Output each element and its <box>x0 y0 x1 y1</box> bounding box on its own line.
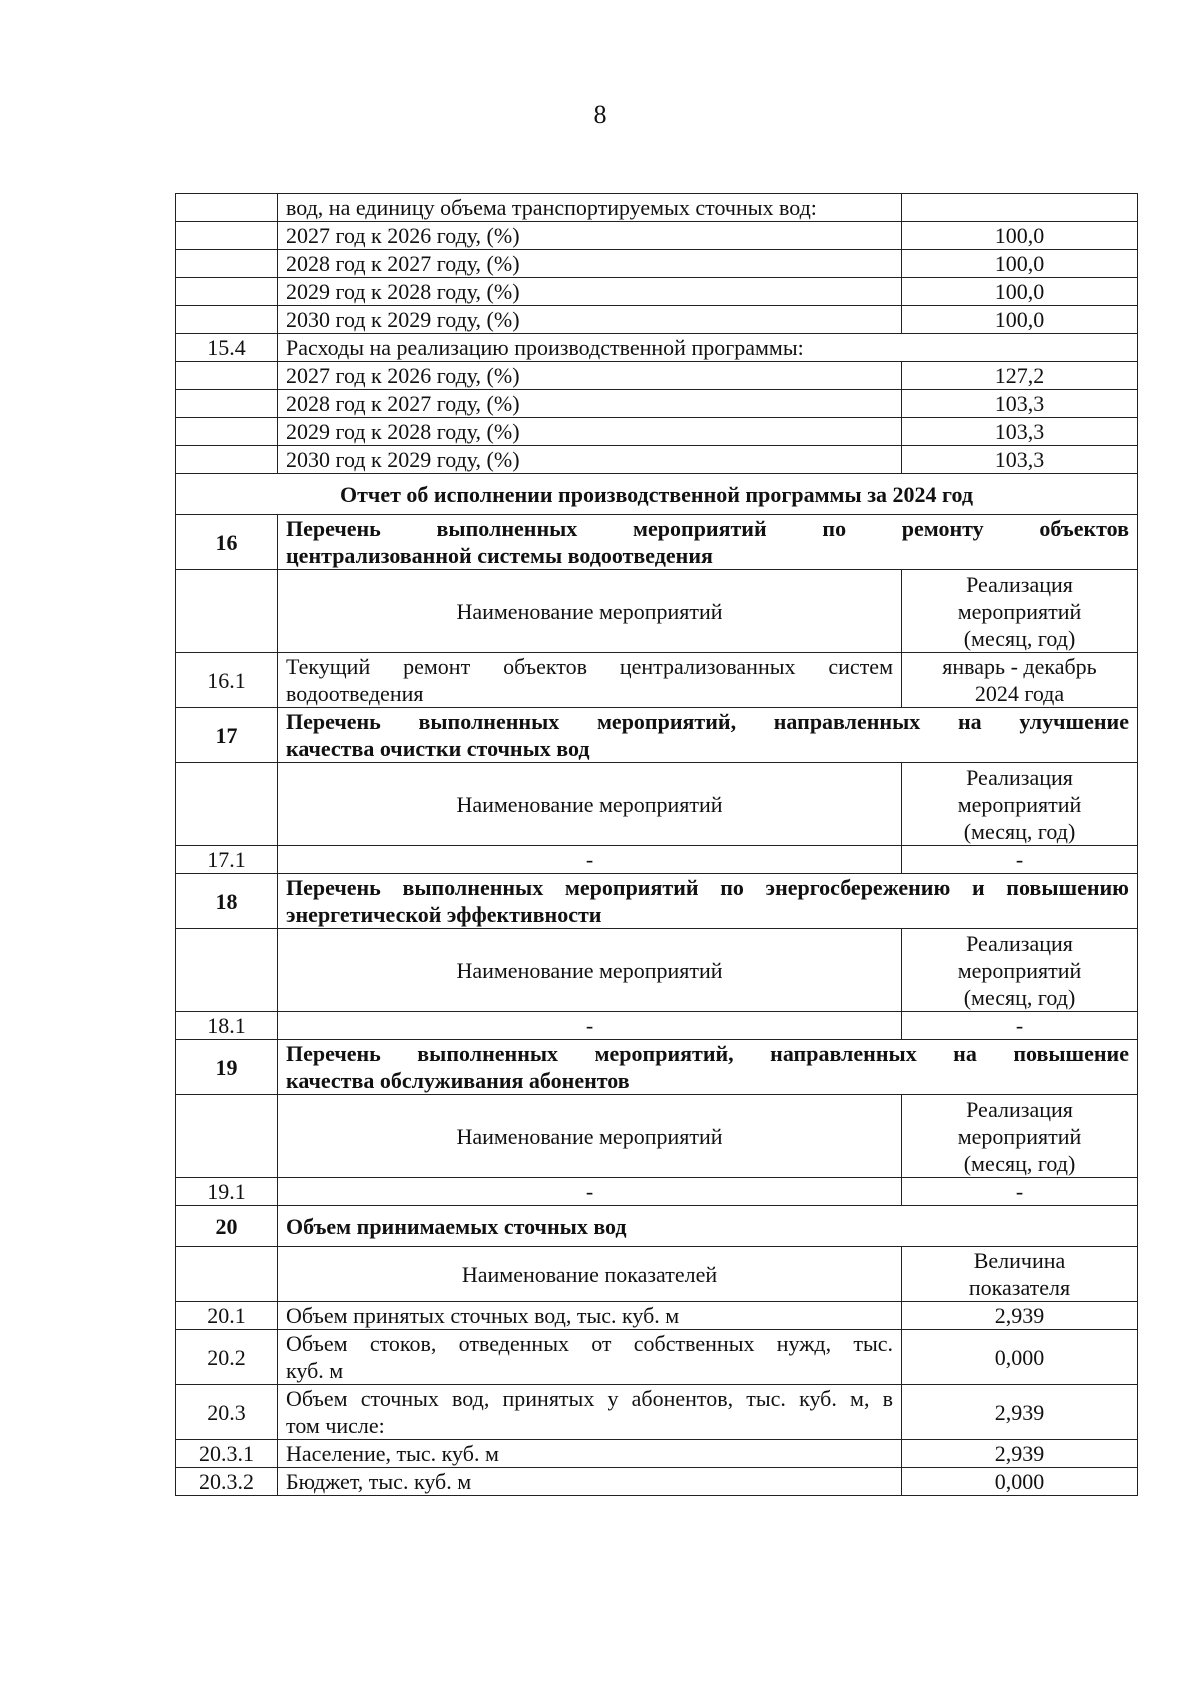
table-row <box>176 222 1138 250</box>
section-title <box>278 515 1138 570</box>
table-row <box>176 1385 1138 1440</box>
label-line: Текущий ремонт объектов централизованных систем <box>286 654 893 679</box>
header-line: Реализация <box>966 1096 1073 1122</box>
section-header-row <box>176 1040 1138 1095</box>
row-label: 2030 год к 2029 году, (%) <box>278 446 902 474</box>
row-value: 0,000 <box>902 1330 1138 1385</box>
table-row <box>176 1440 1138 1468</box>
indicator-name-header: Наименование показателей <box>278 1247 902 1302</box>
row-number <box>176 390 278 418</box>
row-label <box>278 1385 902 1440</box>
realization-column-header <box>902 570 1138 653</box>
row-value: 127,2 <box>902 362 1138 390</box>
header-line: мероприятий <box>957 957 1082 983</box>
row-number <box>176 278 278 306</box>
section-title <box>278 708 1138 763</box>
section-number: 20 <box>176 1206 278 1247</box>
label-line: Объем сточных вод, принятых у абонентов, тыс. куб. м, в <box>286 1386 893 1411</box>
section-title-line: качества очистки сточных вод <box>286 736 590 761</box>
row-value: 2,939 <box>902 1302 1138 1330</box>
header-line: Величина <box>973 1248 1066 1273</box>
section-title-line: энергетической эффективности <box>286 902 602 927</box>
row-label: Расходы на реализацию производственной программы: <box>278 334 1138 362</box>
section-title-line: Перечень выполненных мероприятий, направленных на улучшение <box>286 709 1129 734</box>
row-label: вод, на единицу объема транспортируемых сточных вод: <box>278 194 902 222</box>
section-title-line: качества обслуживания абонентов <box>286 1068 630 1093</box>
column-header-row <box>176 929 1138 1012</box>
row-label: Бюджет, тыс. куб. м <box>278 1468 902 1496</box>
header-line: Реализация <box>966 930 1073 956</box>
table-row <box>176 1178 1138 1206</box>
label-line: водоотведения <box>286 681 424 706</box>
value-line: 2024 года <box>974 681 1065 706</box>
row-label: 2028 год к 2027 году, (%) <box>278 250 902 278</box>
row-number: 16.1 <box>176 653 278 708</box>
row-value: 100,0 <box>902 250 1138 278</box>
row-value: 103,3 <box>902 446 1138 474</box>
row-number <box>176 250 278 278</box>
row-label: 2030 год к 2029 году, (%) <box>278 306 902 334</box>
table-row <box>176 1012 1138 1040</box>
row-value <box>902 653 1138 708</box>
realization-column-header <box>902 1095 1138 1178</box>
table-row <box>176 362 1138 390</box>
section-title <box>278 1040 1138 1095</box>
row-value: 100,0 <box>902 306 1138 334</box>
name-column-header: Наименование мероприятий <box>278 929 902 1012</box>
row-value: 103,3 <box>902 390 1138 418</box>
header-line: мероприятий <box>957 791 1082 817</box>
row-number: 19.1 <box>176 1178 278 1206</box>
label-line: куб. м <box>286 1358 344 1383</box>
name-column-header: Наименование мероприятий <box>278 570 902 653</box>
row-number <box>176 1247 278 1302</box>
program-table <box>175 193 1138 1496</box>
row-value: 100,0 <box>902 278 1138 306</box>
row-value: 2,939 <box>902 1440 1138 1468</box>
name-column-header: Наименование мероприятий <box>278 1095 902 1178</box>
header-line: показателя <box>968 1275 1071 1300</box>
section-title-line: Перечень выполненных мероприятий по ремонту объектов <box>286 516 1129 541</box>
header-line: мероприятий <box>957 598 1082 624</box>
row-label: 2027 год к 2026 году, (%) <box>278 362 902 390</box>
table-row <box>176 278 1138 306</box>
header-line: (месяц, год) <box>963 984 1076 1010</box>
row-number <box>176 929 278 1012</box>
realization-column-header <box>902 929 1138 1012</box>
column-header-row <box>176 763 1138 846</box>
table-row <box>176 334 1138 362</box>
row-number <box>176 306 278 334</box>
table-row <box>176 846 1138 874</box>
row-label: 2028 год к 2027 году, (%) <box>278 390 902 418</box>
row-label: Объем принятых сточных вод, тыс. куб. м <box>278 1302 902 1330</box>
section-title-line: централизованной системы водоотведения <box>286 543 713 568</box>
table-row <box>176 250 1138 278</box>
row-value: 2,939 <box>902 1385 1138 1440</box>
row-number <box>176 570 278 653</box>
column-header-row <box>176 1095 1138 1178</box>
section-title-line: Перечень выполненных мероприятий по энергосбережению и повышению <box>286 875 1129 900</box>
row-value: - <box>902 846 1138 874</box>
report-title: Отчет об исполнении производственной программы за 2024 год <box>176 474 1138 515</box>
row-value: - <box>902 1178 1138 1206</box>
row-value: 0,000 <box>902 1468 1138 1496</box>
row-number <box>176 222 278 250</box>
row-number: 20.3.2 <box>176 1468 278 1496</box>
indicator-value-header <box>902 1247 1138 1302</box>
table-row <box>176 194 1138 222</box>
section-title-line: Перечень выполненных мероприятий, направленных на повышение <box>286 1041 1129 1066</box>
row-label <box>278 653 902 708</box>
header-line: (месяц, год) <box>963 1150 1076 1176</box>
table-row <box>176 653 1138 708</box>
header-line: (месяц, год) <box>963 818 1076 844</box>
row-number: 18.1 <box>176 1012 278 1040</box>
row-label: - <box>278 1178 902 1206</box>
row-label: 2029 год к 2028 году, (%) <box>278 418 902 446</box>
row-value: 103,3 <box>902 418 1138 446</box>
row-label: Население, тыс. куб. м <box>278 1440 902 1468</box>
row-label <box>278 1330 902 1385</box>
table-row <box>176 1330 1138 1385</box>
section-number: 18 <box>176 874 278 929</box>
row-number: 20.1 <box>176 1302 278 1330</box>
row-label: 2029 год к 2028 году, (%) <box>278 278 902 306</box>
section-header-row <box>176 874 1138 929</box>
row-value: - <box>902 1012 1138 1040</box>
row-label: - <box>278 846 902 874</box>
row-number <box>176 763 278 846</box>
section-header-row <box>176 1206 1138 1247</box>
row-number <box>176 1095 278 1178</box>
row-number: 17.1 <box>176 846 278 874</box>
section-header-row <box>176 708 1138 763</box>
section-title <box>278 874 1138 929</box>
table-row <box>176 306 1138 334</box>
row-number <box>176 446 278 474</box>
table-row <box>176 1468 1138 1496</box>
row-number: 20.3.1 <box>176 1440 278 1468</box>
header-line: мероприятий <box>957 1123 1082 1149</box>
section-number: 17 <box>176 708 278 763</box>
table-row <box>176 1302 1138 1330</box>
row-number <box>176 362 278 390</box>
section-title: Объем принимаемых сточных вод <box>278 1206 1138 1247</box>
report-title-row <box>176 474 1138 515</box>
header-line: Реализация <box>966 764 1073 790</box>
column-header-row <box>176 570 1138 653</box>
row-label: 2027 год к 2026 году, (%) <box>278 222 902 250</box>
table-row <box>176 446 1138 474</box>
column-header-row <box>176 1247 1138 1302</box>
section-number: 19 <box>176 1040 278 1095</box>
row-number <box>176 194 278 222</box>
row-value <box>902 194 1138 222</box>
row-number: 20.2 <box>176 1330 278 1385</box>
row-value: 100,0 <box>902 222 1138 250</box>
header-line: Реализация <box>966 571 1073 597</box>
row-number: 20.3 <box>176 1385 278 1440</box>
page-number: 8 <box>593 100 607 129</box>
value-line: январь - декабрь <box>942 654 1097 679</box>
row-number <box>176 418 278 446</box>
label-line: Объем стоков, отведенных от собственных нужд, тыс. <box>286 1331 893 1356</box>
row-number: 15.4 <box>176 334 278 362</box>
label-line: том числе: <box>286 1413 385 1438</box>
table-row <box>176 418 1138 446</box>
name-column-header: Наименование мероприятий <box>278 763 902 846</box>
header-line: (месяц, год) <box>963 625 1076 651</box>
row-label: - <box>278 1012 902 1040</box>
section-header-row <box>176 515 1138 570</box>
section-number: 16 <box>176 515 278 570</box>
realization-column-header <box>902 763 1138 846</box>
table-row <box>176 390 1138 418</box>
